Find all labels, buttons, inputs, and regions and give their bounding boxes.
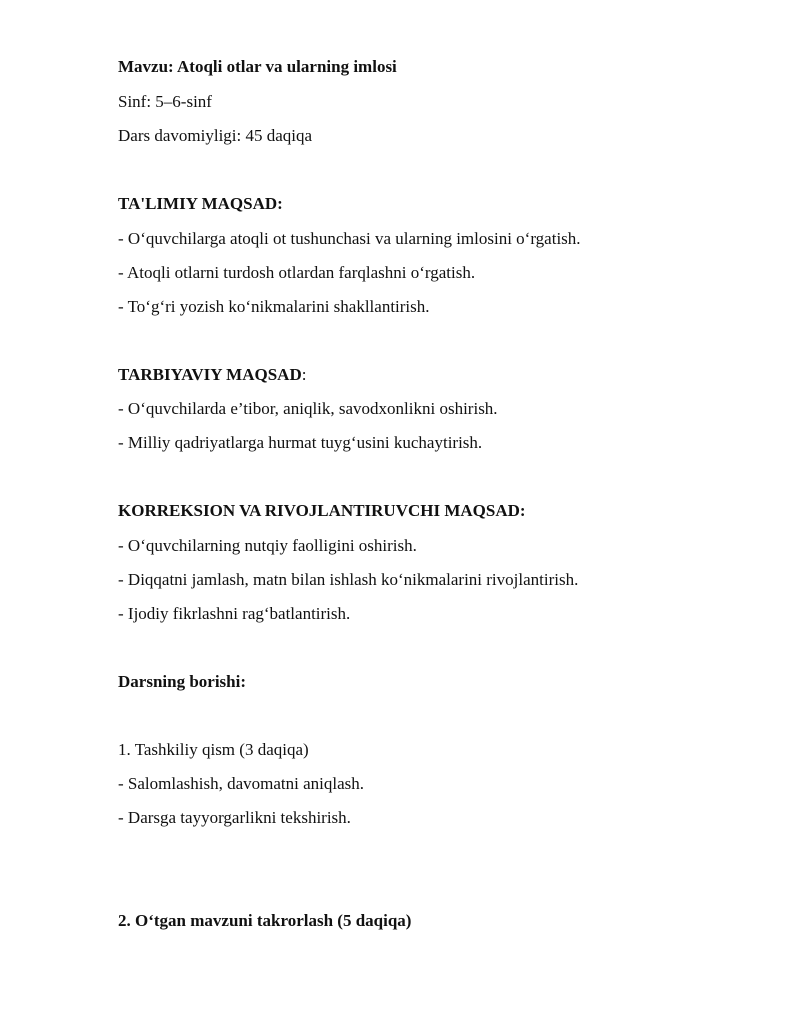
upbringing-goal-item: - O‘quvchilarda e’tibor, aniqlik, savodxonlikni oshirish. — [118, 399, 498, 418]
correction-goal-heading: KORREKSION VA RIVOJLANTIRUVCHI MAQSAD: — [118, 501, 526, 520]
step1-item: - Salomlashish, davomatni aniqlash. — [118, 774, 364, 793]
lesson-duration: Dars davomiyligi: 45 daqiqa — [118, 126, 313, 145]
upbringing-goal-item: - Milliy qadriyatlarga hurmat tuyg‘usini kuchaytirish. — [118, 433, 483, 452]
step2-title: 2. O‘tgan mavzuni takrorlash (5 daqiqa) — [118, 911, 412, 930]
correction-goal-item: - O‘quvchilarning nutqiy faolligini oshirish. — [118, 536, 417, 555]
educational-goal-item: - To‘g‘ri yozish ko‘nikmalarini shakllantirish. — [118, 297, 430, 316]
upbringing-goal-heading-line — [118, 364, 306, 386]
lesson-flow-heading: Darsning borishi: — [118, 672, 246, 691]
lesson-grade: Sinf: 5–6-sinf — [118, 92, 212, 111]
educational-goal-item: - Atoqli otlarni turdosh otlardan farqlashni o‘rgatish. — [118, 263, 476, 282]
upbringing-goal-heading: TARBIYAVIY MAQSAD — [118, 365, 302, 384]
correction-goal-item: - Diqqatni jamlash, matn bilan ishlash ko‘nikmalarini rivojlantirish. — [118, 570, 579, 589]
educational-goal-heading: TA'LIMIY MAQSAD: — [118, 194, 283, 213]
educational-goal-item: - O‘quvchilarga atoqli ot tushunchasi va ularning imlosini o‘rgatish. — [118, 229, 581, 248]
step1-item: - Darsga tayyorgarlikni tekshirish. — [118, 808, 351, 827]
upbringing-goal-heading-suffix: : — [301, 365, 307, 384]
lesson-topic: Mavzu: Atoqli otlar va ularning imlosi — [118, 57, 397, 76]
step1-title: 1. Tashkiliy qism (3 daqiqa) — [118, 740, 309, 759]
correction-goal-item: - Ijodiy fikrlashni rag‘batlantirish. — [118, 604, 351, 623]
